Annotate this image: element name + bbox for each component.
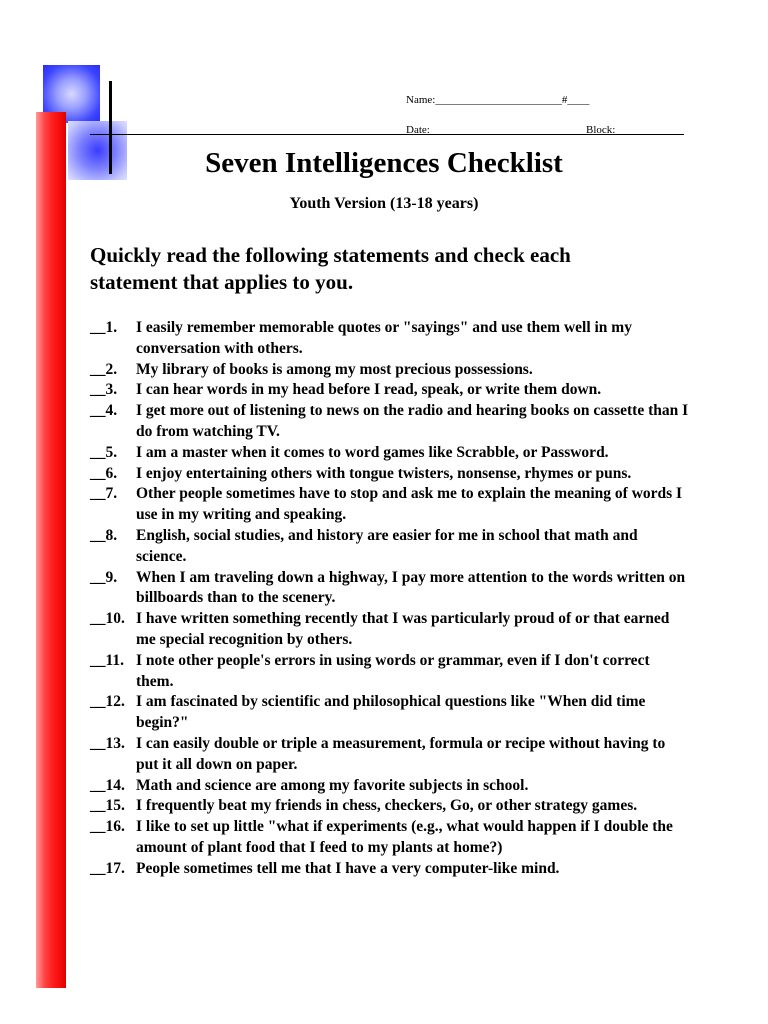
checklist-item-text: I am a master when it comes to word games like Scrabble, or Password. — [136, 443, 609, 461]
checklist-item — [90, 859, 690, 880]
checklist-item — [90, 464, 690, 485]
checklist-item-text: Other people sometimes have to stop and ask me to explain the meaning of words I use in my writing and speaking. — [136, 485, 683, 524]
checklist-item — [90, 817, 690, 859]
checklist-item — [90, 692, 690, 734]
checklist-item-number: __7. — [90, 485, 118, 503]
checklist-item-text: People sometimes tell me that I have a very computer-like mind. — [136, 859, 560, 877]
checklist-item-text: I am fascinated by scientific and philosophical questions like "When did time begin?" — [136, 693, 646, 732]
checklist-item — [90, 568, 690, 610]
checklist-item-number: __8. — [90, 526, 118, 544]
block-field-label: Block: — [586, 124, 616, 136]
checklist-item-text: I have written something recently that I was particularly proud of or that earned me special recognition by others. — [136, 610, 670, 648]
date-field-label: Date: — [406, 124, 430, 136]
checklist-item-number: __10. — [90, 610, 125, 628]
checklist-item-number: __15. — [90, 797, 125, 815]
checklist-item-number: __4. — [90, 402, 118, 420]
checklist-item — [90, 734, 690, 776]
checklist-item-text: English, social studies, and history are easier for me in school that math and science. — [136, 526, 638, 565]
checklist-item-number: __5. — [90, 443, 118, 461]
checklist-item — [90, 380, 690, 401]
checklist-item — [90, 526, 690, 568]
checklist-item-number: __16. — [90, 818, 125, 836]
checklist-item-number: __12. — [90, 693, 125, 711]
checklist-item — [90, 484, 690, 526]
checklist-item-number: __14. — [90, 776, 125, 794]
page-title: Seven Intelligences Checklist — [205, 147, 563, 179]
checklist-item-text: I enjoy entertaining others with tongue twisters, nonsense, rhymes or puns. — [136, 464, 632, 482]
checklist-item-number: __11. — [90, 651, 125, 669]
checklist-item-number: __17. — [90, 859, 125, 877]
instructions: Quickly read the following statements and check each statement that applies to you. — [90, 243, 571, 294]
checklist — [90, 318, 690, 880]
checklist-item — [90, 776, 690, 797]
checklist-item-text: I frequently beat my friends in chess, checkers, Go, or other strategy games. — [136, 797, 638, 815]
checklist-item — [90, 443, 690, 464]
checklist-item-number: __9. — [90, 568, 118, 586]
checklist-item — [90, 796, 690, 817]
checklist-item — [90, 609, 690, 651]
checklist-item-number: __3. — [90, 381, 118, 399]
checklist-item-number: __13. — [90, 734, 125, 752]
checklist-item-text: I can hear words in my head before I read, speak, or write them down. — [136, 381, 602, 399]
checklist-item-number: __2. — [90, 360, 118, 378]
checklist-item — [90, 360, 690, 381]
checklist-item — [90, 651, 690, 693]
checklist-item-text: When I am traveling down a highway, I pay more attention to the words written on billboards than to the scenery. — [136, 568, 686, 607]
decorative-red-bar — [36, 112, 66, 988]
checklist-item — [90, 401, 690, 443]
checklist-item-text: I note other people's errors in using words or grammar, even if I don't correct them. — [136, 651, 650, 690]
checklist-item-text: I can easily double or triple a measurement, formula or recipe without having to put it all down on paper. — [136, 734, 666, 773]
checklist-item — [90, 318, 690, 360]
checklist-item-text: I get more out of listening to news on the radio and hearing books on cassette than I do from watching TV. — [136, 402, 689, 440]
checklist-item-text: I easily remember memorable quotes or "sayings" and use them well in my conversation with others. — [136, 319, 632, 357]
checklist-item-number: __6. — [90, 464, 118, 482]
checklist-item-text: I like to set up little "what if experiments (e.g., what would happen if I double the amount of plant food that I feed to my plants at home?) — [136, 818, 673, 856]
checklist-item-number: __1. — [90, 319, 118, 336]
checklist-item-text: Math and science are among my favorite subjects in school. — [136, 776, 529, 794]
name-field-line: Name:_______________________#____ — [406, 94, 590, 106]
page-subtitle: Youth Version (13-18 years) — [289, 195, 479, 212]
checklist-item-text: My library of books is among my most precious possessions. — [136, 360, 533, 378]
